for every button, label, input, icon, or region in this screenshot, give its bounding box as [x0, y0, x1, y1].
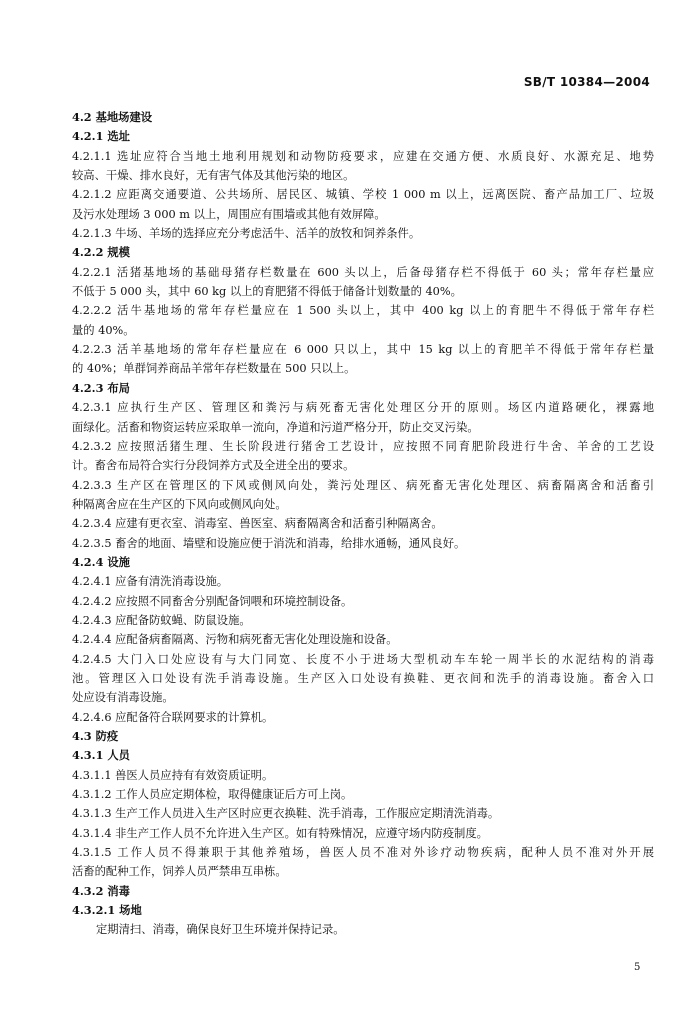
- text-line: 不低于 5 000 头，其中 60 kg 以上的育肥猪不得低于储备计划数量的 40%。: [72, 285, 462, 299]
- text-line: 4.3.1.3 生产工作人员进入生产区时应更衣换鞋、洗手消毒，工作服应定期清洗消毒。: [72, 807, 500, 821]
- text-line: 4.2.4.1 应备有清洗消毒设施。: [72, 575, 229, 589]
- section-heading: 4.2.3 布局: [72, 380, 130, 395]
- document-body: [72, 108, 654, 940]
- text-line: 4.3.1.5 工作人员不得兼职于其他养殖场，兽医人员不准对外诊疗动物疾病，配种人员不准对外开展: [72, 846, 654, 860]
- section-heading: 4.3 防疫: [72, 729, 119, 743]
- text-line: 4.2.4.2 应按照不同畜舍分别配备饲喂和环境控制设备。: [72, 594, 353, 608]
- standard-code: SB/T 10384—2004: [523, 75, 650, 89]
- text-line: 量的 40%。: [72, 323, 135, 337]
- page-number: 5: [634, 962, 641, 973]
- text-line: 活畜的配种工作，饲养人员严禁串互串栋。: [72, 865, 287, 879]
- text-line: 4.2.3.3 生产区在管理区的下风或侧风向处，粪污处理区、病死畜无害化处理区、病畜隔离舍和活畜引: [72, 478, 654, 492]
- text-line: 4.3.1.4 非生产工作人员不允许进入生产区。如有特殊情况，应遵守场内防疫制度。: [72, 826, 488, 840]
- text-line: 4.2.1.1 选址应符合当地土地利用规划和动物防疫要求，应建在交通方便、水质良好、水源充足、地势: [72, 149, 654, 163]
- text-line: 4.2.2.1 活猪基地场的基础母猪存栏数量在 600 头以上，后备母猪存栏不得低于 60 头；常年存栏量应: [72, 265, 654, 279]
- text-line: 定期清扫、消毒，确保良好卫生环境并保持记录。: [96, 923, 345, 937]
- text-line: 4.2.2.3 活羊基地场的常年存栏量应在 6 000 只以上，其中 15 kg 以上的育肥羊不得低于常年存栏量: [72, 343, 654, 357]
- text-line: 4.2.3.2 应按照活猪生理、生长阶段进行猪舍工艺设计，应按照不同育肥阶段进行牛舍、羊舍的工艺设: [72, 439, 654, 453]
- text-line: 池。管理区入口处设有洗手消毒设施。生产区入口处设有换鞋、更衣间和洗手的消毒设施。畜舍入口: [72, 671, 654, 685]
- text-line: 4.2.4.4 应配备病畜隔离、污物和病死畜无害化处理设施和设备。: [72, 633, 398, 647]
- text-line: 较高、干燥、排水良好，无有害气体及其他污染的地区。: [72, 169, 355, 183]
- text-line: 4.3.1.2 工作人员应定期体检，取得健康证后方可上岗。: [72, 788, 353, 802]
- section-heading: 4.2 基地场建设: [72, 110, 153, 124]
- text-line: 处应设有消毒设施。: [72, 691, 174, 705]
- section-heading: 4.2.2 规模: [72, 245, 130, 260]
- text-line: 4.3.1.1 兽医人员应持有有效资质证明。: [72, 768, 274, 782]
- text-line: 种隔离舍应在生产区的下风向或侧风向处。: [72, 497, 287, 511]
- text-line: 的 40%；单群饲养商品羊常年存栏数量在 500 只以上。: [72, 362, 356, 376]
- text-line: 4.2.3.4 应建有更衣室、消毒室、兽医室、病畜隔离舍和活畜引种隔离舍。: [72, 517, 443, 531]
- text-line: 计。畜舍布局符合实行分段饲养方式及全进全出的要求。: [72, 459, 355, 473]
- text-line: 4.2.4.5 大门入口处应设有与大门同宽、长度不小于进场大型机动车车轮一周半长的水泥结构的消毒: [72, 652, 654, 666]
- section-heading: 4.3.2.1 场地: [72, 903, 142, 918]
- text-line: 4.2.2.2 活牛基地场的常年存栏量应在 1 500 头以上，其中 400 kg 以上的育肥牛不得低于常年存栏: [72, 304, 654, 318]
- section-heading: 4.2.1 选址: [72, 129, 130, 144]
- text-line: 4.2.3.5 畜舍的地面、墙壁和设施应便于消洗和消毒，给排水通畅，通风良好。: [72, 536, 466, 550]
- text-line: 4.2.4.3 应配备防蚊蝇、防鼠设施。: [72, 613, 251, 627]
- section-heading: 4.3.1 人员: [72, 748, 130, 763]
- text-line: 及污水处理场 3 000 m 以上，周围应有围墙或其他有效屏障。: [72, 207, 386, 221]
- text-line: 4.2.4.6 应配备符合联网要求的计算机。: [72, 710, 274, 724]
- section-heading: 4.3.2 消毒: [72, 883, 130, 898]
- text-line: 4.2.1.3 牛场、羊场的选择应充分考虑活牛、活羊的放牧和饲养条件。: [72, 227, 421, 241]
- text-line: 4.2.1.2 应距离交通要道、公共场所、居民区、城镇、学校 1 000 m 以上，远离医院、畜产品加工厂、垃圾: [72, 188, 654, 202]
- text-line: 4.2.3.1 应执行生产区、管理区和粪污与病死畜无害化处理区分开的原则。场区内道路硬化，裸露地: [72, 401, 654, 415]
- text-line: 面绿化。活畜和物资运转应采取单一流向，净道和污道严格分开，防止交叉污染。: [72, 420, 479, 434]
- section-heading: 4.2.4 设施: [72, 554, 130, 569]
